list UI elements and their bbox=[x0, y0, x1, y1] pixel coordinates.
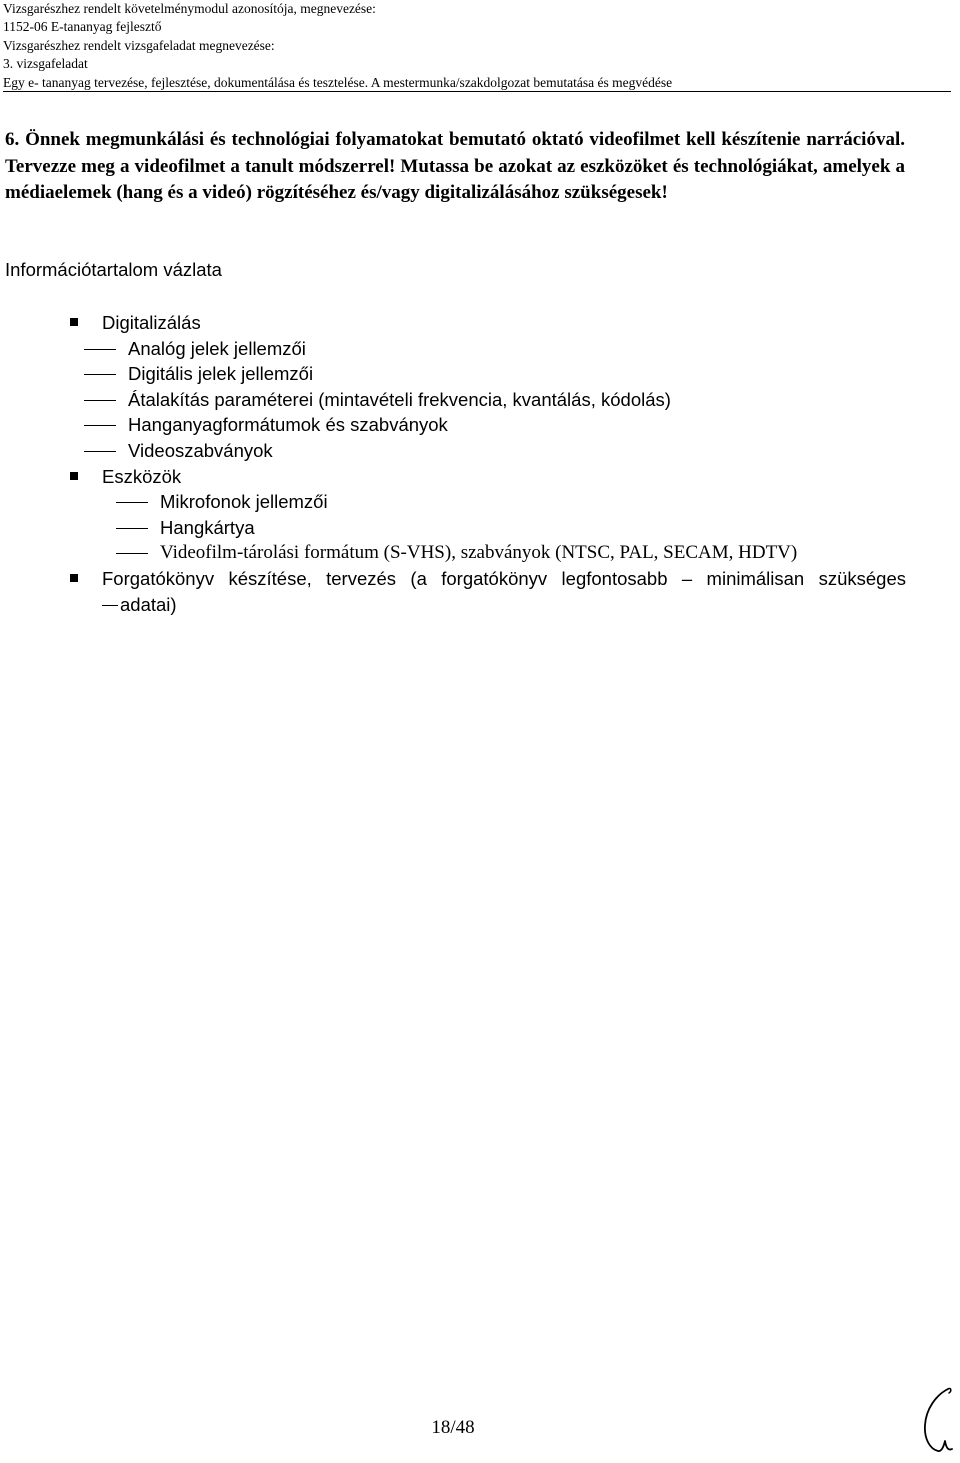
list-item-continuation bbox=[0, 592, 960, 618]
list-item-label: Eszközök bbox=[102, 465, 182, 487]
question-block bbox=[5, 127, 905, 207]
dash-bullet-icon bbox=[116, 502, 148, 503]
list-item-label: Digitális jelek jellemzői bbox=[128, 363, 314, 385]
list-item bbox=[0, 540, 960, 566]
dash-bullet-icon bbox=[84, 349, 116, 350]
outline-list bbox=[0, 310, 960, 617]
list-item-label: Hangkártya bbox=[160, 516, 255, 538]
list-item-label: Átalakítás paraméterei (mintavételi frekvencia, kvantálás, kódolás) bbox=[128, 388, 671, 410]
outline-title: Információtartalom vázlata bbox=[5, 259, 222, 280]
dash-bullet-icon bbox=[84, 451, 116, 452]
list-item bbox=[0, 515, 960, 541]
header-task-label: Vizsgarészhez rendelt vizsgafeladat megnevezése: bbox=[3, 37, 275, 53]
page-number: 18/48 bbox=[431, 1417, 475, 1438]
signature-icon bbox=[918, 1385, 958, 1457]
dash-bullet-icon bbox=[84, 400, 116, 401]
list-item bbox=[0, 361, 960, 387]
dash-icon bbox=[102, 605, 118, 606]
dash-bullet-icon bbox=[116, 528, 148, 529]
list-item bbox=[0, 336, 960, 362]
header-module-label: Vizsgarészhez rendelt követelménymodul azonosítója, megnevezése: bbox=[3, 1, 376, 16]
dash-bullet-icon bbox=[84, 374, 116, 375]
list-item bbox=[0, 387, 960, 413]
list-item-label: Digitalizálás bbox=[102, 312, 201, 333]
question-text: 6. Önnek megmunkálási és technológiai folyamatokat bemutató oktató videofilmet kell készítenie narrációval. Tervezze meg a videofilmet a tanult módszerrel! Mutassa be azokat az eszközöket és technológiákat, amelyek a médiaelemek (hang és a videó) rögzítéséhez és/vagy digitalizálásához szükségesek! bbox=[5, 129, 905, 203]
header-task-number: 3. vizsgafeladat bbox=[3, 56, 88, 72]
header-task-name: Egy e- tananyag tervezése, fejlesztése, dokumentálása és tesztelése. A mestermunka/szakdolgozat bemutatása és megvédése bbox=[3, 74, 673, 90]
list-item-label: Videoszabványok bbox=[128, 439, 273, 461]
list-item bbox=[0, 412, 960, 438]
list-item bbox=[0, 566, 960, 592]
list-item bbox=[0, 310, 960, 336]
list-item-label: Hanganyagformátumok és szabványok bbox=[128, 414, 448, 436]
square-bullet-icon bbox=[70, 574, 78, 582]
page-header bbox=[3, 0, 953, 92]
dash-bullet-icon bbox=[116, 553, 148, 554]
list-item-label: Analóg jelek jellemzői bbox=[128, 337, 306, 359]
list-item bbox=[0, 464, 960, 490]
list-item-label: Forgatókönyv készítése, tervezés (a forgatókönyv legfontosabb – minimálisan szükséges bbox=[102, 567, 906, 589]
header-module-name: 1152-06 E-tananyag fejlesztő bbox=[3, 19, 162, 35]
list-item bbox=[0, 489, 960, 515]
list-item-label: adatai) bbox=[120, 593, 177, 615]
header-divider bbox=[3, 91, 951, 92]
square-bullet-icon bbox=[70, 318, 78, 326]
list-item bbox=[0, 438, 960, 464]
square-bullet-icon bbox=[70, 472, 78, 480]
list-item-label: Videofilm-tárolási formátum (S-VHS), szabványok (NTSC, PAL, SECAM, HDTV) bbox=[160, 542, 798, 564]
list-item-label: Mikrofonok jellemzői bbox=[160, 491, 328, 513]
dash-bullet-icon bbox=[84, 425, 116, 426]
